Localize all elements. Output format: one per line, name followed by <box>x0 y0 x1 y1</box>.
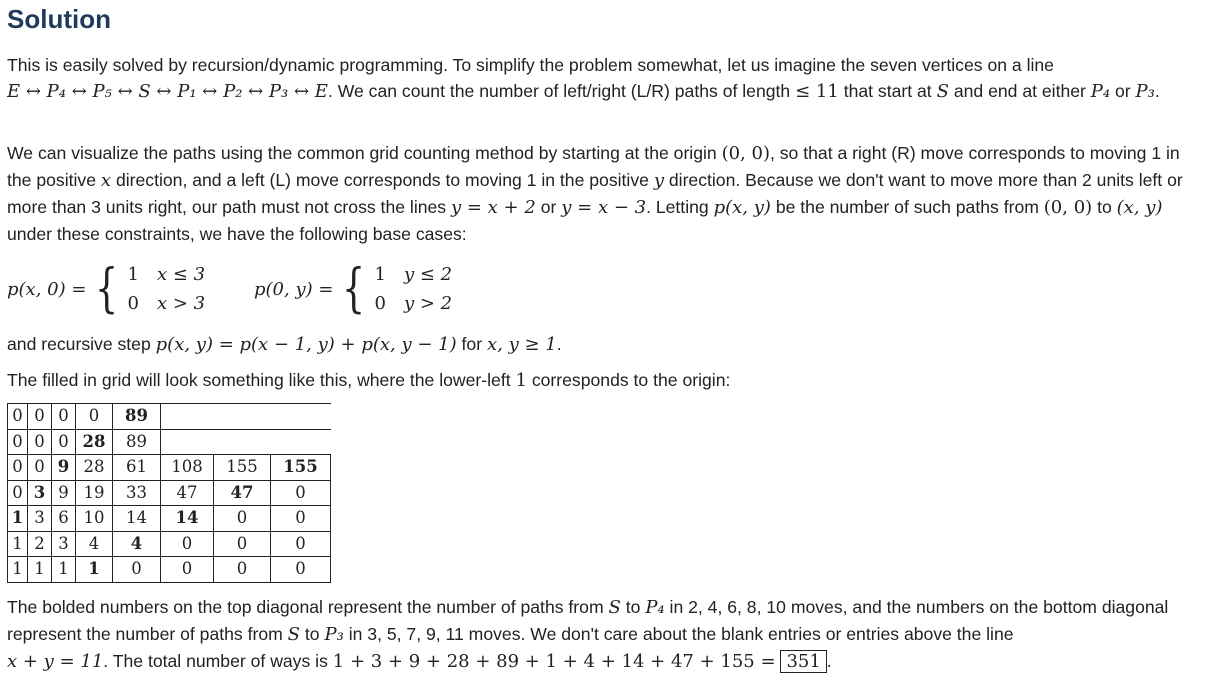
base-case-x <box>7 258 205 320</box>
grid-cell: 9 <box>52 455 76 481</box>
text: that start at <box>843 81 932 101</box>
text: for <box>461 334 483 354</box>
text: . The total number of ways is <box>103 651 328 671</box>
path-count-grid <box>7 403 331 583</box>
text: direction. Because we don't want to move more than 2 units left or more than 3 units right, our path must not cross the lines <box>7 170 1183 217</box>
solution-title: Solution <box>7 4 111 34</box>
s-math: S <box>608 597 621 618</box>
grid-cell: 1 <box>8 531 28 557</box>
grid-cell: 89 <box>113 404 161 430</box>
grid-cell: 28 <box>76 455 113 481</box>
paragraph-conclusion <box>7 594 1207 675</box>
grid-cell: 3 <box>28 480 52 506</box>
grid-cell-empty <box>271 404 331 430</box>
grid-cell: 61 <box>113 455 161 481</box>
length-math: ≤ 11 <box>795 81 839 102</box>
grid-cell: 0 <box>271 557 331 583</box>
text: . Letting <box>646 197 709 217</box>
grid-cell: 0 <box>8 429 28 455</box>
text: in 3, 5, 7, 9, 11 moves. We don't care about the blank entries or entries above the line <box>348 624 1014 644</box>
grid-cell: 1 <box>52 557 76 583</box>
grid-row <box>8 455 331 481</box>
text: or <box>540 197 557 217</box>
grid-cell: 0 <box>161 531 214 557</box>
text: to <box>304 624 320 644</box>
grid-cell: 0 <box>8 404 28 430</box>
grid-cell: 19 <box>76 480 113 506</box>
text: . <box>556 334 562 354</box>
text: This is easily solved by recursion/dynamic programming. To simplify the problem somewhat, let us imagine the seven vertices on a line <box>7 55 1054 75</box>
grid-cell: 0 <box>271 531 331 557</box>
base-case-y <box>254 258 452 320</box>
grid-cell: 0 <box>28 455 52 481</box>
text: and end at either <box>953 81 1086 101</box>
grid-cell-empty <box>161 429 214 455</box>
s-math: S <box>287 624 301 645</box>
grid-row <box>8 404 331 430</box>
origin2-math: (0, 0) <box>1043 197 1093 218</box>
case-condition: y > 2 <box>403 293 453 314</box>
paragraph-grid-method <box>7 140 1207 247</box>
answer-box: 351 <box>780 650 826 673</box>
grid-cell: 108 <box>161 455 214 481</box>
grid-cell: 3 <box>52 531 76 557</box>
p3-math: P₃ <box>324 624 344 645</box>
grid-cell: 1 <box>8 557 28 583</box>
grid-cell: 14 <box>161 506 214 532</box>
text: . <box>1154 81 1160 101</box>
grid-cell: 0 <box>271 506 331 532</box>
text: in 2, 4, 6, 8, 10 moves, and the numbers on the bottom diagonal represent the number of paths from <box>7 597 1169 644</box>
case-lhs: p(0, y) = <box>254 278 334 300</box>
grid-row <box>8 429 331 455</box>
case-condition: x ≤ 3 <box>156 264 206 285</box>
grid-cell: 0 <box>214 531 271 557</box>
recursion-math: p(x, y) = p(x − 1, y) + p(x, y − 1) <box>155 334 457 355</box>
line-math: x + y = 11 <box>7 651 104 672</box>
grid-cell: 0 <box>28 429 52 455</box>
p4-math: P₄ <box>645 597 665 618</box>
grid-cell-empty <box>214 404 271 430</box>
grid-cell: 1 <box>28 557 52 583</box>
grid-cell: 0 <box>271 480 331 506</box>
one-math: 1 <box>515 370 527 391</box>
text: and recursive step <box>7 334 151 354</box>
paragraph-recursion <box>7 331 1207 358</box>
text: We can visualize the paths using the common grid counting method by starting at the origin <box>7 143 717 163</box>
case-condition: x > 3 <box>156 293 206 314</box>
text: or <box>1115 81 1131 101</box>
grid-cell: 0 <box>28 404 52 430</box>
grid-cell: 0 <box>161 557 214 583</box>
line2-math: y = x − 3 <box>561 197 647 218</box>
case-row <box>128 289 206 318</box>
grid-cell: 6 <box>52 506 76 532</box>
text: under these constraints, we have the following base cases: <box>7 224 467 244</box>
grid-cell: 47 <box>161 480 214 506</box>
grid-cell-empty <box>271 429 331 455</box>
case-row <box>375 260 453 289</box>
grid-cell: 14 <box>113 506 161 532</box>
line1-math: y = x + 2 <box>450 197 536 218</box>
grid-cell: 0 <box>52 404 76 430</box>
text: to <box>625 597 641 617</box>
grid-cell: 0 <box>8 455 28 481</box>
left-brace-icon: { <box>95 259 119 319</box>
case-value: 0 <box>127 293 139 314</box>
case-rows <box>375 260 453 318</box>
text: be the number of such paths from <box>775 197 1039 217</box>
p3-math: P₃ <box>1135 81 1155 102</box>
origin-math: (0, 0) <box>721 143 770 164</box>
case-row <box>128 260 206 289</box>
grid-cell: 2 <box>28 531 52 557</box>
case-row <box>375 289 453 318</box>
case-value: 0 <box>374 293 386 314</box>
grid-cell: 155 <box>271 455 331 481</box>
text: to <box>1097 197 1112 217</box>
text: , so that a right (R) move corresponds to moving 1 in the positive <box>7 143 1180 190</box>
grid-row <box>8 557 331 583</box>
grid-cell: 0 <box>8 480 28 506</box>
case-value: 1 <box>127 264 139 285</box>
grid-cell-empty <box>161 404 214 430</box>
grid-cell: 0 <box>113 557 161 583</box>
sum-math: 1 + 3 + 9 + 28 + 89 + 1 + 4 + 14 + 47 + 155 = <box>332 651 776 672</box>
case-lhs: p(x, 0) = <box>7 278 87 300</box>
start-vertex-math: S <box>936 81 949 102</box>
grid-cell: 4 <box>76 531 113 557</box>
grid-cell: 33 <box>113 480 161 506</box>
grid-cell: 1 <box>76 557 113 583</box>
grid-cell: 3 <box>28 506 52 532</box>
case-rows <box>128 260 206 318</box>
grid-cell-empty <box>214 429 271 455</box>
x-math: x <box>100 170 112 191</box>
grid-cell: 10 <box>76 506 113 532</box>
xy-math: (x, y) <box>1116 197 1163 218</box>
grid-cell: 0 <box>214 506 271 532</box>
text: The filled in grid will look something like this, where the lower-left <box>7 370 511 390</box>
p4-math: P₄ <box>1090 81 1111 102</box>
grid-cell: 9 <box>52 480 76 506</box>
paragraph-intro <box>7 52 1207 105</box>
grid-row <box>8 506 331 532</box>
y-math: y <box>653 170 664 191</box>
grid-cell: 0 <box>76 404 113 430</box>
case-value: 1 <box>374 264 386 285</box>
text: corresponds to the origin: <box>531 370 731 390</box>
grid-cell: 28 <box>76 429 113 455</box>
grid-row <box>8 480 331 506</box>
grid-cell: 4 <box>113 531 161 557</box>
grid-cell: 0 <box>52 429 76 455</box>
text: . <box>826 651 832 671</box>
condition-math: x, y ≥ 1 <box>486 334 557 355</box>
text: direction, and a left (L) move corresponds to moving 1 in the positive <box>115 170 649 190</box>
text: . We can count the number of left/right (L/R) paths of length <box>327 81 791 101</box>
grid-cell: 1 <box>8 506 28 532</box>
grid-cell: 155 <box>214 455 271 481</box>
text: The bolded numbers on the top diagonal represent the number of paths from <box>7 597 604 617</box>
pxy-math: p(x, y) <box>713 197 771 218</box>
grid-cell: 47 <box>214 480 271 506</box>
grid-row <box>8 531 331 557</box>
grid-cell: 89 <box>113 429 161 455</box>
paragraph-grid-intro <box>7 367 1207 394</box>
vertex-chain-math: E ↔ P₄ ↔ P₅ ↔ S ↔ P₁ ↔ P₂ ↔ P₃ ↔ E <box>7 81 328 102</box>
grid-cell: 0 <box>214 557 271 583</box>
case-condition: y ≤ 2 <box>403 264 453 285</box>
left-brace-icon: { <box>342 259 366 319</box>
